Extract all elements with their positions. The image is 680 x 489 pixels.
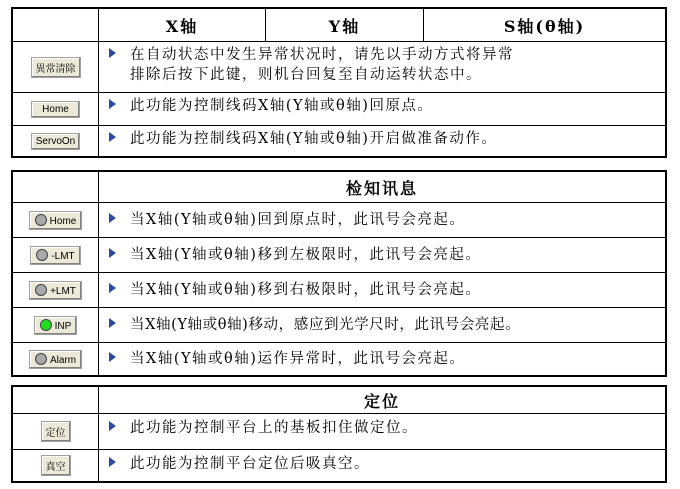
x-axis-header: X轴 — [99, 9, 266, 41]
description-text: 排除后按下此键，则机台回复至自动运转状态中。 — [130, 67, 482, 83]
table-row — [13, 237, 665, 272]
table-row — [13, 272, 665, 307]
table-row — [13, 125, 665, 156]
signal-table — [11, 170, 667, 377]
table-row — [13, 41, 665, 92]
indicator-cell — [13, 238, 99, 272]
signal-header-row — [13, 172, 665, 202]
description-text: 此功能为控制线码X轴(Y轴或θ轴)回原点。 — [130, 98, 434, 114]
button-cell — [13, 450, 99, 481]
description-cell — [99, 42, 665, 92]
error-clear-button[interactable]: 異常清除 — [31, 57, 81, 78]
description-text: 当X轴(Y轴或θ轴)移动，感应到光学尺时，此讯号会亮起。 — [130, 317, 521, 333]
axis-header-row — [13, 9, 665, 41]
description-text: 当X轴(Y轴或θ轴)回到原点时，此讯号会亮起。 — [130, 212, 466, 228]
bullet-arrow-icon — [109, 283, 116, 293]
home-indicator — [29, 211, 83, 230]
description-text: 当X轴(Y轴或θ轴)移到左极限时，此讯号会亮起。 — [130, 247, 482, 263]
bullet-arrow-icon — [109, 99, 116, 109]
description-text: 当X轴(Y轴或θ轴)运作异常时，此讯号会亮起。 — [130, 351, 466, 367]
gray-led-icon — [35, 214, 47, 226]
description-text: 在自动状态中发生异常状况时，请先以手动方式将异常 — [130, 47, 514, 63]
header-blank-cell — [13, 9, 99, 41]
axis-control-table — [11, 7, 667, 158]
description-text: 此功能为控制线码X轴(Y轴或θ轴)开启做准备动作。 — [130, 131, 498, 147]
table-row — [13, 202, 665, 237]
signal-table-title: 检知讯息 — [345, 178, 418, 198]
table-row — [13, 449, 665, 481]
gray-led-icon — [36, 249, 48, 261]
description-text: 此功能为控制平台定位后吸真空。 — [130, 456, 370, 472]
indicator-label: INP — [54, 320, 72, 332]
gray-led-icon — [35, 284, 47, 296]
bullet-arrow-icon — [109, 318, 116, 328]
indicator-cell — [13, 343, 99, 375]
table-row — [13, 92, 665, 125]
bullet-arrow-icon — [109, 421, 116, 431]
indicator-cell — [13, 273, 99, 307]
table-row — [13, 413, 665, 449]
minus-limit-indicator — [30, 246, 80, 265]
indicator-cell — [13, 203, 99, 237]
position-button[interactable]: 定位 — [41, 421, 71, 442]
button-cell — [13, 126, 99, 156]
position-header-row — [13, 387, 665, 413]
bullet-arrow-icon — [109, 352, 116, 362]
header-blank-cell — [13, 172, 99, 202]
inp-indicator — [34, 316, 78, 335]
indicator-label: +LMT — [50, 285, 76, 297]
indicator-label: Alarm — [49, 354, 77, 366]
alarm-indicator — [29, 350, 82, 369]
servo-on-button[interactable]: ServoOn — [31, 133, 80, 150]
position-table-title: 定位 — [363, 391, 400, 411]
y-axis-header: Y轴 — [266, 9, 424, 41]
gray-led-icon — [35, 353, 47, 365]
description-cell — [99, 93, 665, 125]
description-text: 当X轴(Y轴或θ轴)移到右极限时，此讯号会亮起。 — [130, 282, 482, 298]
bullet-arrow-icon — [109, 213, 116, 223]
header-blank-cell — [13, 387, 99, 413]
bullet-arrow-icon — [109, 248, 116, 258]
home-button[interactable]: Home — [31, 101, 80, 118]
position-table — [11, 385, 667, 483]
description-cell — [99, 126, 665, 156]
bullet-arrow-icon — [109, 457, 116, 467]
button-cell — [13, 93, 99, 125]
bullet-arrow-icon — [109, 48, 116, 58]
bullet-arrow-icon — [109, 132, 116, 142]
indicator-cell — [13, 308, 99, 342]
description-cell — [99, 308, 665, 342]
description-text: 此功能为控制平台上的基板扣住做定位。 — [130, 420, 418, 436]
table-row — [13, 342, 665, 375]
indicator-label: -LMT — [51, 250, 75, 262]
button-cell — [13, 42, 99, 92]
plus-limit-indicator — [29, 281, 82, 300]
table-row — [13, 307, 665, 342]
button-cell — [13, 414, 99, 449]
green-led-icon — [40, 319, 52, 331]
description-cell — [99, 273, 665, 307]
vacuum-button[interactable]: 真空 — [41, 455, 71, 476]
description-cell — [99, 450, 665, 481]
indicator-label: Home — [49, 215, 77, 227]
description-cell — [99, 203, 665, 237]
s-axis-header: S轴(θ轴) — [503, 16, 586, 36]
description-cell — [99, 238, 665, 272]
description-cell — [99, 343, 665, 375]
description-cell — [99, 414, 665, 449]
